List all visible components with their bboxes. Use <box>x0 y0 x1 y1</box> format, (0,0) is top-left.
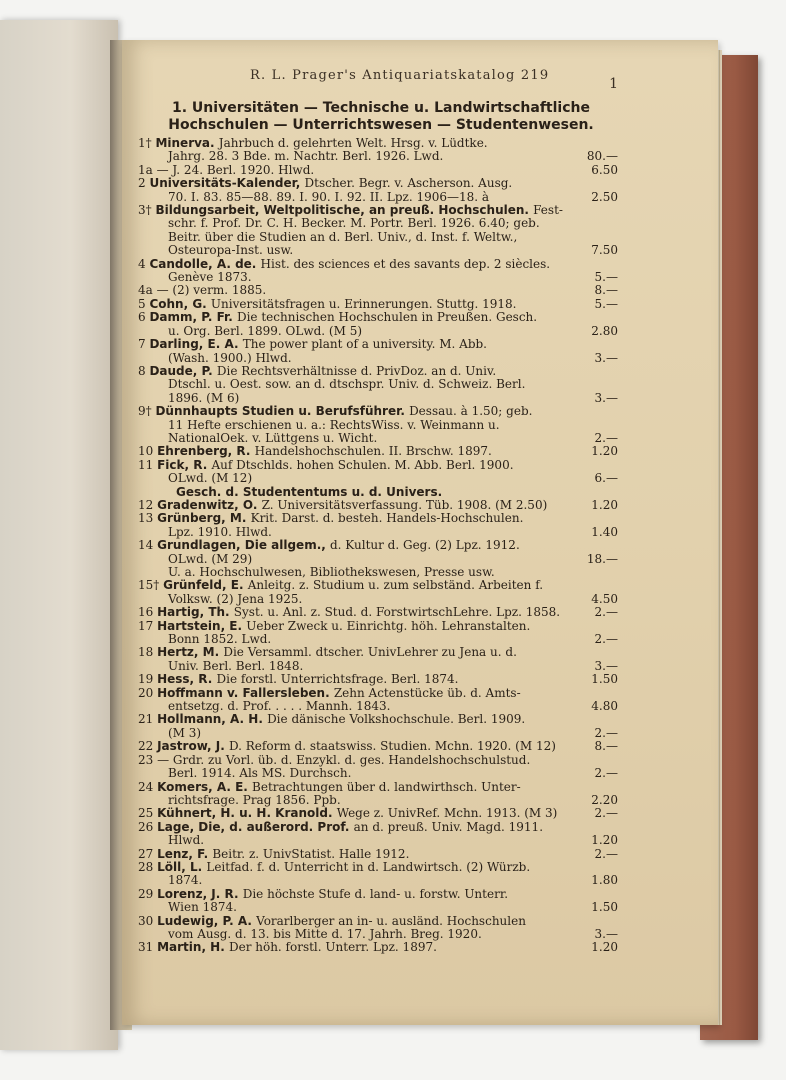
entry-continuation: Beitr. über die Studien an d. Berl. Univ., d. Inst. f. Weltw., <box>168 229 518 244</box>
entry-author: Minerva. <box>155 136 219 150</box>
entry-number: 6 <box>138 310 150 325</box>
entry-title: Die Rechtsverhältnisse d. PrivDoz. an d. Univ. <box>216 363 497 378</box>
entry-number: 24 <box>138 779 158 794</box>
entry-number: 21 <box>138 712 158 727</box>
entry-title: The power plant of a university. M. Abb. <box>242 337 487 352</box>
catalog-entry <box>138 861 618 888</box>
entry-author: Hollmann, A. H. <box>157 712 268 727</box>
entry-number: 9† <box>138 404 156 419</box>
entry-author: Grünfeld, E. <box>163 578 248 593</box>
entry-number: 11 <box>138 457 158 472</box>
catalog-entry <box>138 807 618 820</box>
entry-price: 4.80 <box>591 699 618 714</box>
catalog-entry <box>138 365 618 405</box>
entry-author: Jastrow, J. <box>157 739 229 754</box>
catalog-entry <box>138 258 618 285</box>
entry-number: 4 <box>138 256 150 271</box>
entry-title: Auf Dtschlds. hohen Schulen. M. Abb. Berl. 1900. <box>211 457 514 472</box>
entry-number: 28 <box>138 859 158 874</box>
entry-price: 1.40 <box>591 524 618 539</box>
catalog-entry <box>138 311 618 338</box>
entry-continuation: (Wash. 1900.) Hlwd. <box>168 350 292 365</box>
entry-number: 20 <box>138 685 158 700</box>
entry-price: 8.— <box>594 283 618 298</box>
entry-continuation: OLwd. (M 12) <box>168 471 253 486</box>
entry-continuation: Jahrg. 28. 3 Bde. m. Nachtr. Berl. 1926. Lwd. <box>168 149 444 164</box>
entry-continuation: 1896. (M 6) <box>168 390 240 405</box>
entry-price: 2.— <box>594 632 618 647</box>
entry-author: Hoffmann v. Fallersleben. <box>157 685 334 700</box>
catalog-entry <box>138 687 618 714</box>
catalog-entry <box>138 298 618 311</box>
entry-number: 25 <box>138 806 158 821</box>
entry-author: Kühnert, H. u. H. Kranold. <box>157 806 337 821</box>
running-head: R. L. Prager's Antiquariatskatalog 219 <box>250 68 550 83</box>
entry-price: 6.50 <box>591 162 618 177</box>
entry-title: Die forstl. Unterrichtsfrage. Berl. 1874. <box>216 672 459 687</box>
entry-number: 7 <box>138 337 150 352</box>
catalog-entry <box>138 579 618 606</box>
catalog-entry <box>138 941 618 954</box>
entry-title: Der höh. forstl. Unterr. Lpz. 1897. <box>228 940 437 955</box>
entry-continuation: 70. I. 83. 85—88. 89. I. 90. I. 92. II. Lpz. 1906—18. à <box>168 189 490 204</box>
catalog-entry <box>138 204 618 258</box>
entry-price: 5.— <box>594 296 618 311</box>
catalog-entry <box>138 606 618 619</box>
entry-author: Hess, R. <box>157 672 217 687</box>
entry-title: Syst. u. Anl. z. Stud. d. ForstwirtschLehre. Lpz. 1858. <box>233 605 561 620</box>
entry-title: Handelshochschulen. II. Brschw. 1897. <box>254 444 492 459</box>
entry-number: 10 <box>138 444 158 459</box>
catalog-entry <box>138 888 618 915</box>
entry-title: d. Kultur d. Geg. (2) Lpz. 1912. <box>330 538 520 553</box>
catalog-entry <box>138 915 618 942</box>
entry-price: 2.— <box>594 846 618 861</box>
catalog-entry <box>138 821 618 848</box>
entry-number: 27 <box>138 846 158 861</box>
entry-title: Vorarlberger an in- u. ausländ. Hochschulen <box>256 913 526 928</box>
entry-continuation: richtsfrage. Prag 1856. Ppb. <box>168 792 341 807</box>
catalog-entry <box>138 754 618 781</box>
entry-title: Die dänische Volkshochschule. Berl. 1909. <box>267 712 526 727</box>
entry-title: Die technischen Hochschulen in Preußen. Gesch. <box>236 310 538 325</box>
entry-continuation: Hlwd. <box>168 833 205 848</box>
entry-author: Hartig, Th. <box>157 605 234 620</box>
catalog-entry <box>138 620 618 647</box>
catalog-entry <box>138 164 618 177</box>
entry-price: 2.— <box>594 605 618 620</box>
entry-title: Leitfad. f. d. Unterricht in d. Landwirtsch. (2) Würzb. <box>206 859 531 874</box>
entry-author: Damm, P. Fr. <box>149 310 237 325</box>
subheading: Gesch. d. Studententums u. d. Univers. <box>176 484 443 499</box>
catalog-entry <box>138 405 618 445</box>
catalog-entry <box>138 284 618 297</box>
entry-price: 1.50 <box>591 672 618 687</box>
entry-number: 13 <box>138 511 158 526</box>
entry-author: Komers, A. E. <box>157 779 253 794</box>
catalog-entry <box>138 499 618 512</box>
entry-number: 17 <box>138 618 158 633</box>
catalog-entry <box>138 673 618 686</box>
entry-author: Daude, P. <box>149 363 217 378</box>
entry-continuation: vom Ausg. d. 13. bis Mitte d. 17. Jahrh. Breg. 1920. <box>168 926 482 941</box>
entry-title: Ueber Zweck u. Einrichtg. höh. Lehranstalten. <box>246 618 531 633</box>
entry-title: Z. Universitätsverfassung. Tüb. 1908. (M 2.50) <box>261 497 548 512</box>
entry-author: Darling, E. A. <box>149 337 243 352</box>
entry-price: 1.80 <box>591 873 618 888</box>
entry-author: Candolle, A. de. <box>149 256 261 271</box>
entry-title: an d. preuß. Univ. Magd. 1911. <box>353 819 544 834</box>
entry-number: 26 <box>138 819 158 834</box>
entry-title: Fest- <box>533 203 563 218</box>
entry-title: Die Versamml. dtscher. UnivLehrer zu Jena u. d. <box>223 645 517 660</box>
entry-continuation: entsetzg. d. Prof. . . . . Mannh. 1843. <box>168 699 391 714</box>
entry-title: Betrachtungen über d. landwirthsch. Unter- <box>252 779 521 794</box>
catalog-entry <box>138 445 618 458</box>
entry-price: 6.— <box>594 471 618 486</box>
entry-title: Beitr. z. UnivStatist. Halle 1912. <box>212 846 410 861</box>
catalog-entry <box>138 713 618 740</box>
entry-price: 1.50 <box>591 900 618 915</box>
entry-author: Grundlagen, Die allgem., <box>157 538 330 553</box>
entry-continuation: u. Org. Berl. 1899. OLwd. (M 5) <box>168 323 363 338</box>
entry-number: 12 <box>138 497 158 512</box>
entry-number: 5 <box>138 296 150 311</box>
entry-price: 2.— <box>594 725 618 740</box>
entry-price: 1.20 <box>591 497 618 512</box>
entry-number: 14 <box>138 538 158 553</box>
entry-author: Universitäts-Kalender, <box>149 176 305 191</box>
entry-author: Gradenwitz, O. <box>157 497 262 512</box>
entry-continuation: 11 Hefte erschienen u. a.: RechtsWiss. v. Weinmann u. <box>168 417 500 432</box>
entry-title: Krit. Darst. d. besteh. Handels-Hochschulen. <box>250 511 524 526</box>
catalog-entry <box>138 646 618 673</box>
entry-number: 3† <box>138 203 156 218</box>
entry-title: Dtscher. Begr. v. Ascherson. Ausg. <box>304 176 513 191</box>
entry-price: 2.— <box>594 806 618 821</box>
entry-continuation: Univ. Berl. Berl. 1848. <box>168 658 304 673</box>
catalog-entry <box>138 459 618 486</box>
entry-price: 3.— <box>594 658 618 673</box>
entry-continuation: Volksw. (2) Jena 1925. <box>168 591 303 606</box>
entry-title: — (2) verm. 1885. <box>156 283 267 298</box>
entry-continuation: Dtschl. u. Oest. sow. an d. dtschspr. Univ. d. Schweiz. Berl. <box>168 377 526 392</box>
entry-price: 2.20 <box>591 792 618 807</box>
entry-title: Universitätsfragen u. Erinnerungen. Stuttg. 1918. <box>210 296 517 311</box>
entry-number: 8 <box>138 363 150 378</box>
entry-number: 1† <box>138 136 156 150</box>
entry-continuation: schr. f. Prof. Dr. C. H. Becker. M. Portr. Berl. 1926. 6.40; geb. <box>168 216 540 231</box>
entry-number: 19 <box>138 672 158 687</box>
entry-list <box>138 137 618 955</box>
entry-author: Martin, H. <box>157 940 229 955</box>
entry-price: 2.50 <box>591 189 618 204</box>
entry-author: Fick, R. <box>157 457 212 472</box>
entry-title: Zehn Actenstücke üb. d. Amts- <box>333 685 521 700</box>
entry-number: 31 <box>138 940 158 955</box>
entry-author: Löll, L. <box>157 859 207 874</box>
entry-price: 1.20 <box>591 833 618 848</box>
entry-author: Dünnhaupts Studien u. Berufsführer. <box>155 404 410 419</box>
entry-price: 1.20 <box>591 940 618 955</box>
entry-author: Bildungsarbeit, Weltpolitische, an preuß. Hochschulen. <box>155 203 534 218</box>
entry-number: 15† <box>138 578 164 593</box>
entry-continuation: NationalOek. v. Lüttgens u. Wicht. <box>168 430 378 445</box>
entry-continuation: Lpz. 1910. Hlwd. <box>168 524 272 539</box>
entry-title: — J. 24. Berl. 1920. Hlwd. <box>156 162 315 177</box>
entry-price: 2.— <box>594 430 618 445</box>
entry-author: Ludewig, P. A. <box>157 913 257 928</box>
entry-price: 18.— <box>586 551 618 566</box>
entry-title: Die höchste Stufe d. land- u. forstw. Unterr. <box>242 886 509 901</box>
entry-title: — Grdr. zu Vorl. üb. d. Enzykl. d. ges. Handelshochschulstud. <box>157 752 531 767</box>
entry-price: 7.50 <box>591 243 618 258</box>
entry-continuation: Wien 1874. <box>168 900 237 915</box>
entry-number: 29 <box>138 886 158 901</box>
entry-author: Ehrenberg, R. <box>157 444 255 459</box>
entry-price: 3.— <box>594 926 618 941</box>
entry-author: Lorenz, J. R. <box>157 886 243 901</box>
entry-number: 1a <box>138 162 157 177</box>
entry-continuation: Berl. 1914. Als MS. Durchsch. <box>168 766 352 781</box>
entry-author: Grünberg, M. <box>157 511 251 526</box>
entry-price: 2.80 <box>591 323 618 338</box>
catalog-entry <box>138 512 618 539</box>
entry-author: Lenz, F. <box>157 846 213 861</box>
entry-price: 8.— <box>594 739 618 754</box>
section-title: 1. Universitäten — Technische u. Landwirtschaftliche Hochschulen — Unterrichtswesen — Studentenwesen. <box>168 100 594 133</box>
note-line: U. a. Hochschulwesen, Bibliothekswesen, Presse usw. <box>168 565 495 579</box>
entry-title: Anleitg. z. Studium u. zum selbständ. Arbeiten f. <box>247 578 544 593</box>
entry-price: 3.— <box>594 350 618 365</box>
catalog-entry <box>138 539 618 566</box>
entry-number: 4a <box>138 283 157 298</box>
catalog-entry <box>138 177 618 204</box>
catalog-entry <box>138 781 618 808</box>
entry-number: 30 <box>138 913 158 928</box>
entry-title: Dessau. à 1.50; geb. <box>409 404 533 419</box>
entry-continuation: Osteuropa-Inst. usw. <box>168 243 294 258</box>
entry-title: Jahrbuch d. gelehrten Welt. Hrsg. v. Lüdtke. <box>218 136 488 150</box>
entry-number: 16 <box>138 605 158 620</box>
entry-title: D. Reform d. staatswiss. Studien. Mchn. 1920. (M 12) <box>228 739 556 754</box>
entry-continuation: Bonn 1852. Lwd. <box>168 632 272 647</box>
facing-page <box>0 20 118 1050</box>
catalog-entry <box>138 137 618 164</box>
catalog-entry <box>138 338 618 365</box>
catalog-entry <box>138 740 618 753</box>
entry-price: 3.— <box>594 390 618 405</box>
entry-number: 23 <box>138 752 158 767</box>
entry-continuation: Genève 1873. <box>168 270 252 285</box>
entry-title: Wege z. UnivRef. Mchn. 1913. (M 3) <box>336 806 558 821</box>
entry-number: 22 <box>138 739 158 754</box>
entry-author: Hartstein, E. <box>157 618 247 633</box>
entry-continuation: 1874. <box>168 873 203 888</box>
catalog-page <box>122 40 718 1025</box>
entry-price: 80.— <box>586 149 618 164</box>
entry-price: 2.— <box>594 766 618 781</box>
entry-author: Cohn, G. <box>149 296 211 311</box>
entry-number: 2 <box>138 176 150 191</box>
catalog-entry <box>138 848 618 861</box>
entry-title: Hist. des sciences et des savants dep. 2 siècles. <box>260 256 551 271</box>
entry-continuation: OLwd. (M 29) <box>168 551 253 566</box>
entry-price: 1.20 <box>591 444 618 459</box>
entry-author: Hertz, M. <box>157 645 224 660</box>
entry-price: 5.— <box>594 270 618 285</box>
entry-number: 18 <box>138 645 158 660</box>
entry-author: Lage, Die, d. außerord. Prof. <box>157 819 354 834</box>
entry-price: 4.50 <box>591 591 618 606</box>
page-number: 1 <box>609 76 618 92</box>
entry-continuation: (M 3) <box>168 725 202 740</box>
